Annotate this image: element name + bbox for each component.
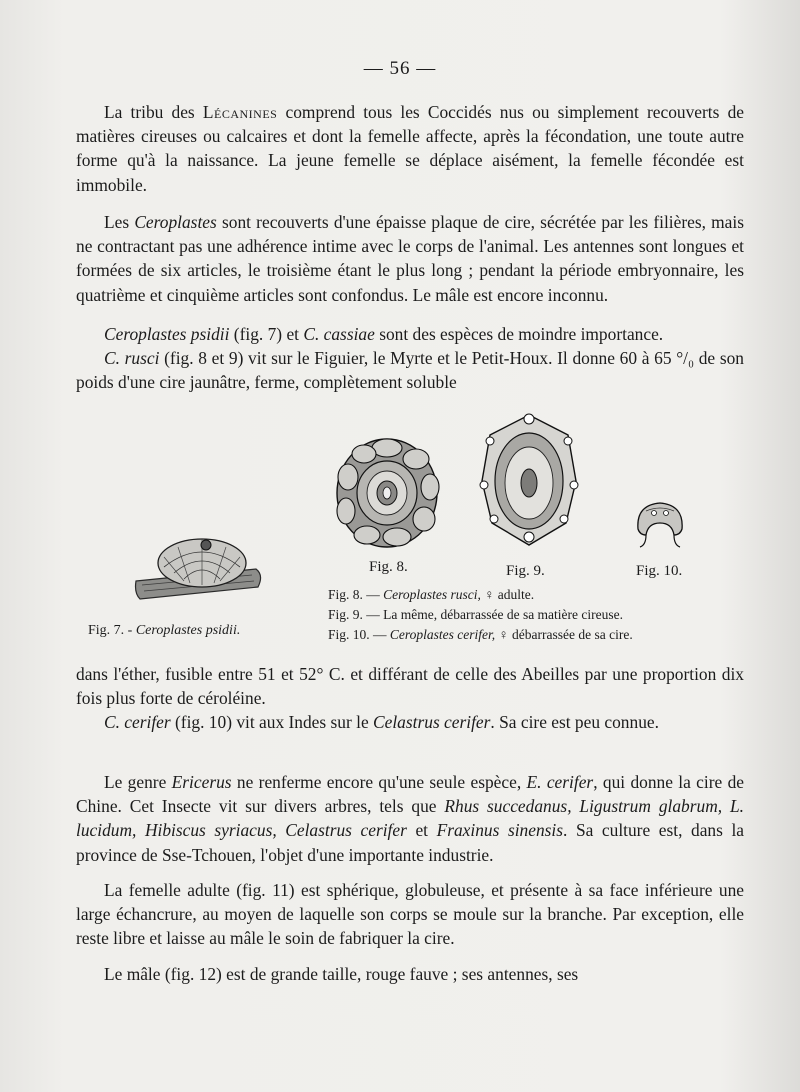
text: dans l'éther, fusible entre 51 et 52° C. et différant de celle des Abeilles par une proportion dix fois plus forte de céroléine. (76, 664, 744, 709)
taxon-name: Celastrus cerifer (373, 712, 491, 732)
text: comprend tous les Coccidés nus ou simplement recouverts de matières cireuses ou calcaires et dont la femelle affecte, après la fécondation, une toute autre forme qu'à la naissance. La jeune femelle se déplace aisément, la femelle fécondée est immobile. (76, 102, 744, 195)
taxon-name: Ericerus (171, 772, 232, 792)
small-caps-term: Lécanines (202, 102, 278, 122)
fig7-illustration (134, 523, 266, 605)
text: ne renferme encore qu'une seule espèce, (231, 772, 527, 792)
text: (fig. 8 et 9) vit sur le Figuier, le Myrte et le Petit-Houx. Il donne 60 à 65 °/₀ de son poids d'une cire jaunâtre, ferme, complètement soluble (76, 348, 745, 393)
fig10-illustration (632, 499, 688, 551)
text: Le mâle (fig. 12) est de grande taille, rouge fauve ; ses antennes, ses (104, 964, 579, 984)
taxon-name: Ceroplastes psidii (104, 324, 230, 344)
text: (fig. 7) et (229, 324, 304, 344)
paragraph-male (76, 962, 744, 986)
taxon-name: Rhus succedanus, Ligustrum glabrum, L. lucidum, Hibiscus syriacus, Celastrus cerifer (76, 796, 744, 841)
text: , qui donne la cire de Chine. Cet Insecte vit sur divers arbres, tels que (76, 772, 744, 817)
text: Le genre (104, 772, 172, 792)
fig7-caption (88, 623, 240, 639)
text: sont recouverts d'une épaisse plaque de cire, sécrétée par les filières, mais ne contractant pas une adhérence intime avec le corps de l'animal. Les antennes sont longues et formées de six articles, le troisième étant le plus long ; pendant la période embryonnaire, les quatrième et cinquième articles sont confondus. Le mâle est encore inconnu. (76, 212, 744, 305)
paragraph-lecanines (76, 100, 744, 197)
text: Les (104, 212, 135, 232)
text: . Sa culture est, dans la province de Sse-Tchouen, l'objet d'une importante industrie. (76, 820, 745, 865)
taxon-name: Ceroplastes (134, 212, 217, 232)
paragraph-ceroplastes (76, 210, 744, 307)
text: Fig. 7. - (88, 623, 136, 638)
text: Fig. 10. — (328, 627, 390, 642)
text: ♀ adulte. (480, 587, 535, 602)
fig10-label: Fig. 10. (636, 563, 683, 579)
paragraph-rusci (76, 346, 744, 394)
page-number: — 56 — (363, 58, 437, 79)
legend-fig8 (328, 587, 534, 603)
text: sont des espèces de moindre importance. (374, 324, 664, 344)
fig8-label: Fig. 8. (369, 559, 408, 575)
taxon-name: E. cerifer (526, 772, 594, 792)
text: Fig. 9. — (328, 607, 384, 622)
fig9-illustration (476, 411, 582, 549)
paragraph-cerifer (76, 710, 744, 734)
paragraph-femelle (76, 878, 744, 951)
text: . Sa cire est peu connue. (490, 712, 659, 732)
legend-fig10 (328, 627, 633, 643)
text: (fig. 10) vit aux Indes sur le (170, 712, 374, 732)
legend-fig9 (328, 607, 623, 623)
fig9-label: Fig. 9. (506, 563, 545, 579)
text: La tribu des (104, 102, 203, 122)
taxon-name: Ceroplastes rusci, (383, 587, 481, 602)
taxon-name: C. rusci (104, 348, 160, 368)
taxon-name: Ceroplastes cerifer, (389, 627, 496, 642)
taxon-name: C. cerifer (104, 712, 171, 732)
text: ♀ débarrassée de sa cire. (495, 627, 633, 642)
figure-plate (76, 405, 744, 665)
text: La femelle adulte (fig. 11) est sphérique, globuleuse, et présente à sa face inférieure une large échancrure, au moyen de laquelle son corps se moule sur la branche. Par exception, elle reste libre et laisse au mâle le soin de fabriquer la cire. (76, 880, 744, 949)
taxon-name: C. cassiae (303, 324, 375, 344)
paragraph-ericerus (76, 770, 744, 867)
taxon-name: Fraxinus sinensis (436, 820, 564, 841)
text: et (406, 820, 437, 841)
text: La même, débarrassée de sa matière cireuse. (383, 607, 624, 622)
paragraph-ether (76, 662, 744, 710)
fig8-illustration (334, 437, 440, 549)
text: Fig. 8. — (328, 587, 384, 602)
taxon-name: Ceroplastes psidii. (135, 623, 241, 638)
paragraph-psidii (76, 322, 744, 346)
